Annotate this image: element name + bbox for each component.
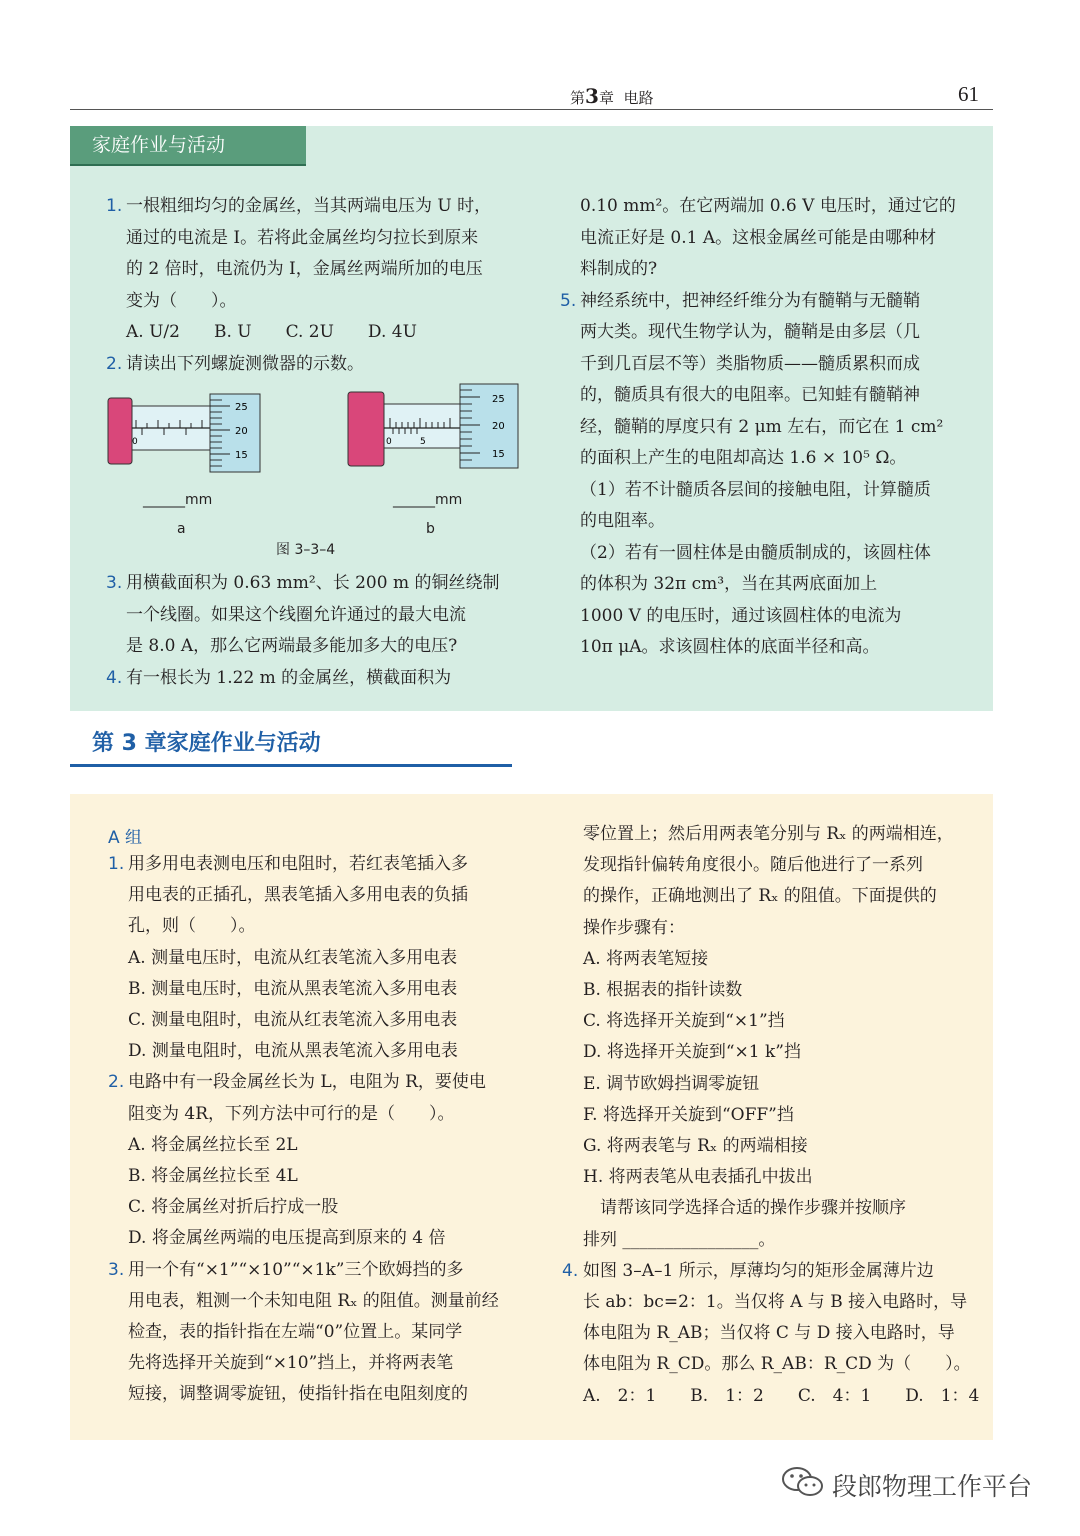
chapter-prefix: 第: [570, 89, 586, 107]
text-line: [580, 416, 943, 438]
text-line: [580, 636, 880, 658]
question-number: 3.: [106, 573, 123, 593]
blank-a[interactable]: ______mm: [143, 492, 213, 508]
question-number: 1.: [106, 196, 123, 216]
text-line: [126, 321, 417, 343]
line-text: 是 8.0 A，那么它两端最多能加多大的电压?: [126, 636, 458, 656]
line-text: 两大类。现代生物学认为，髓鞘是由多层（几: [580, 322, 920, 342]
line-text: 操作步骤有：: [583, 917, 685, 938]
question-number: 2.: [106, 353, 123, 374]
text-line: [583, 1010, 785, 1032]
question-number: 3.: [108, 1259, 125, 1280]
question-number: 5.: [560, 290, 577, 311]
page-number: 61: [958, 82, 979, 106]
line-text: 一个线圈。如果这个线圈允许通过的最大电流: [126, 604, 466, 625]
text-line: [128, 1290, 499, 1312]
micrometer-a-tick-15: 15: [235, 450, 248, 461]
text-line: [583, 1135, 808, 1157]
line-text: 孔，则（ ）。: [128, 916, 256, 937]
watermark-text: 段郎物理工作平台: [832, 1472, 1033, 1501]
text-line: [126, 290, 237, 312]
line-text: C. 测量电阻时，电流从红表笔流入多用电表: [128, 1010, 458, 1030]
text-line: [128, 1227, 445, 1249]
micrometer-b-zero: 0: [386, 437, 392, 447]
text-line: [580, 227, 936, 249]
text-line: [580, 605, 901, 627]
micrometer-b-anvil: [348, 392, 384, 466]
text-line: [126, 258, 483, 280]
line-text: F. 将选择开关旋到“OFF”挡: [583, 1104, 794, 1125]
section-title: 第 3 章家庭作业与活动: [92, 731, 321, 756]
text-line: [580, 510, 665, 532]
micrometer-b: [348, 384, 518, 468]
line-text: 一根粗细均匀的金属丝，当其两端电压为 U 时，: [126, 196, 492, 216]
line-text: 用电表的正插孔，黑表笔插入多用电表的负插: [128, 885, 468, 906]
line-text: B. 根据表的指针读数: [583, 980, 743, 1000]
line-text: 如图 3–A–1 所示，厚薄均匀的矩形金属薄片边: [583, 1260, 934, 1281]
line-text: 电路中有一段金属丝长为 L，电阻为 R，要使电: [128, 1072, 486, 1093]
micrometer-a-tick-20: 20: [235, 426, 248, 437]
line-text: 请读出下列螺旋测微器的示数。: [126, 353, 364, 374]
homework-tab-edge: [70, 164, 306, 166]
line-text: 体电阻为 R_CD。那么 R_AB：R_CD 为（ ）。: [583, 1354, 971, 1375]
text-line: [128, 915, 256, 937]
watermark: [780, 1464, 1033, 1504]
question-number: 1.: [108, 854, 125, 874]
blank-b[interactable]: ______mm: [393, 492, 463, 508]
text-line: [108, 1071, 486, 1093]
line-text: A. 将两表笔短接: [583, 948, 709, 969]
text-line: [108, 853, 468, 875]
text-line: [583, 1385, 979, 1407]
text-line: [583, 1322, 955, 1344]
text-line: [106, 667, 452, 689]
text-line: [128, 1352, 453, 1374]
line-text: H. 将两表笔从电表插孔中拔出: [583, 1167, 813, 1188]
text-line: [106, 195, 492, 217]
line-text: D. 将金属丝两端的电压提高到原来的 4 倍: [128, 1228, 446, 1249]
text-line: [128, 1196, 338, 1218]
line-text: 有一根长为 1.22 m 的金属丝，横截面积为: [126, 667, 452, 688]
line-text: 神经系统中，把神经纤维分为有髓鞘与无髓鞘: [580, 290, 920, 311]
line-text: 的操作，正确地测出了 Rₓ 的阻值。下面提供的: [583, 886, 937, 907]
text-line: [128, 978, 457, 1000]
text-line: [583, 1197, 906, 1219]
line-text: 10π μA。求该圆柱体的底面半径和高。: [580, 637, 880, 657]
question-number: 4.: [106, 667, 123, 688]
line-text: 先将选择开关旋到“×10”挡上，并将两表笔: [128, 1353, 454, 1374]
text-line: [583, 1166, 813, 1188]
line-text: 发现指针偏转角度很小。随后他进行了一系列: [583, 855, 923, 876]
chapter-title: 电路: [623, 89, 654, 107]
text-line: [583, 948, 708, 970]
text-line: [128, 1040, 458, 1062]
line-text: B. 测量电压时，电流从黑表笔流入多用电表: [128, 978, 458, 999]
line-text: D. 将选择开关旋到“×1 k”挡: [583, 1042, 801, 1063]
wechat-icon: [780, 1464, 826, 1500]
text-line: [128, 884, 468, 906]
text-line: [583, 1229, 775, 1251]
text-line: [583, 1291, 967, 1313]
line-text: 请帮该同学选择合适的操作步骤并按顺序: [583, 1198, 906, 1219]
line-text: 用一个有“×1”“×10”“×1k”三个欧姆挡的多: [128, 1259, 464, 1280]
line-text: 的电阻率。: [580, 511, 665, 531]
text-line: [126, 635, 457, 657]
figure-caption: 图 3–3–4: [276, 542, 336, 558]
text-line: [560, 290, 920, 312]
text-line: [580, 353, 920, 375]
text-line: [128, 947, 457, 969]
line-text: D. 测量电阻时，电流从黑表笔流入多用电表: [128, 1041, 458, 1062]
line-text: 用多用电表测电压和电阻时，若红表笔插入多: [128, 854, 468, 874]
micrometer-b-tick-15: 15: [492, 449, 505, 460]
line-text: （2）若有一圆柱体是由髓质制成的，该圆柱体: [580, 542, 931, 563]
line-text: B. 将金属丝拉长至 4L: [128, 1166, 298, 1186]
text-line: [583, 979, 742, 1001]
line-text: 电流正好是 0.1 A。这根金属丝可能是由哪种材: [580, 227, 937, 248]
question-number: 4.: [562, 1260, 579, 1281]
line-text: C. 将选择开关旋到“×1”挡: [583, 1011, 785, 1032]
line-text: 用横截面积为 0.63 mm²、长 200 m 的铜丝绕制: [126, 573, 500, 593]
line-text: E. 调节欧姆挡调零旋钮: [583, 1073, 760, 1094]
text-line: [580, 479, 931, 501]
line-text: 经，髓鞘的厚度只有 2 μm 左右，而它在 1 cm²: [580, 416, 944, 437]
chapter-number: 3: [585, 84, 599, 108]
text-line: [128, 1321, 462, 1343]
text-line: [583, 917, 685, 939]
text-line: [126, 227, 478, 249]
line-text: A. 将金属丝拉长至 2L: [128, 1134, 298, 1155]
line-text: 长 ab：bc=2：1。当仅将 A 与 B 接入电路时，导: [583, 1292, 968, 1312]
micrometer-a: [108, 394, 260, 472]
text-line: [580, 447, 906, 469]
line-text: 的面积上产生的电阻却高达 1.6 × 10⁵ Ω。: [580, 448, 907, 468]
text-line: [580, 321, 920, 343]
line-text: 的，髓质具有很大的电阻率。已知蛙有髓鞘神: [580, 385, 920, 405]
text-line: [128, 1165, 298, 1187]
text-line: [583, 1073, 759, 1095]
text-line: [580, 195, 956, 217]
text-line: [106, 572, 500, 594]
chapter-suffix: 章: [598, 89, 614, 107]
text-line: [106, 353, 364, 375]
text-line: [562, 1260, 934, 1282]
text-line: [583, 1104, 794, 1126]
line-text: 短接，调整调零旋钮，使指针指在电阻刻度的: [128, 1384, 468, 1405]
homework-tab-title: 家庭作业与活动: [70, 126, 306, 164]
micrometer-a-zero: 0: [132, 437, 138, 447]
line-text: 通过的电流是 I。若将此金属丝均匀拉长到原来: [126, 227, 479, 248]
text-line: [583, 823, 954, 845]
micrometer-figure: [100, 380, 530, 480]
line-text: A. U/2 B. U C. 2U D. 4U: [126, 322, 417, 342]
micrometer-a-tick-25: 25: [235, 402, 248, 413]
line-text: 体电阻为 R_AB；当仅将 C 与 D 接入电路时，导: [583, 1323, 955, 1344]
line-text: 千到几百层不等）类脂物质——髓质累积而成: [580, 353, 920, 374]
text-line: [580, 542, 931, 564]
micrometer-a-anvil: [108, 398, 132, 464]
header-rule: [70, 109, 993, 110]
label-b: b: [426, 521, 435, 537]
text-line: [128, 1383, 468, 1405]
micrometer-b-five: 5: [420, 437, 426, 447]
text-line: [583, 885, 937, 907]
micrometer-b-tick-20: 20: [492, 421, 505, 432]
line-text: C. 将金属丝对折后拧成一股: [128, 1197, 339, 1218]
text-line: [580, 258, 657, 280]
question-number: 2.: [108, 1072, 125, 1093]
line-text: （1）若不计髓质各层间的接触电阻，计算髓质: [580, 479, 931, 500]
line-text: 排列 ________________。: [583, 1229, 776, 1250]
line-text: 0.10 mm²。在它两端加 0.6 V 电压时，通过它的: [580, 196, 956, 216]
line-text: G. 将两表笔与 Rₓ 的两端相接: [583, 1136, 808, 1156]
section-rule: [70, 764, 512, 767]
group-label: A 组: [108, 828, 143, 848]
text-line: [583, 1353, 971, 1375]
micrometer-b-tick-25: 25: [492, 394, 505, 405]
line-text: A. 测量电压时，电流从红表笔流入多用电表: [128, 947, 458, 968]
line-text: 1000 V 的电压时，通过该圆柱体的电流为: [580, 605, 902, 626]
running-header-chapter: [570, 84, 654, 108]
line-text: 料制成的?: [580, 259, 658, 279]
text-line: [580, 384, 920, 406]
text-line: [108, 1259, 464, 1281]
text-line: [128, 1134, 298, 1156]
text-line: [580, 573, 877, 595]
text-line: [128, 1009, 457, 1031]
line-text: 检查，表的指针指在左端“0”位置上。某同学: [128, 1322, 463, 1342]
line-text: 变为（ ）。: [126, 290, 237, 311]
line-text: 的 2 倍时，电流仍为 I，金属丝两端所加的电压: [126, 259, 483, 279]
text-line: [583, 854, 923, 876]
text-line: [128, 1103, 455, 1125]
text-line: [583, 1041, 801, 1063]
line-text: 阻变为 4R，下列方法中可行的是（ ）。: [128, 1103, 455, 1124]
line-text: A. 2：1 B. 1：2 C. 4：1 D. 1：4: [583, 1385, 980, 1406]
label-a: a: [177, 521, 186, 537]
text-line: [126, 604, 466, 626]
line-text: 零位置上；然后用两表笔分别与 Rₓ 的两端相连，: [583, 824, 954, 844]
line-text: 用电表，粗测一个未知电阻 Rₓ 的阻值。测量前经: [128, 1290, 499, 1311]
line-text: 的体积为 32π cm³，当在其两底面加上: [580, 574, 878, 594]
